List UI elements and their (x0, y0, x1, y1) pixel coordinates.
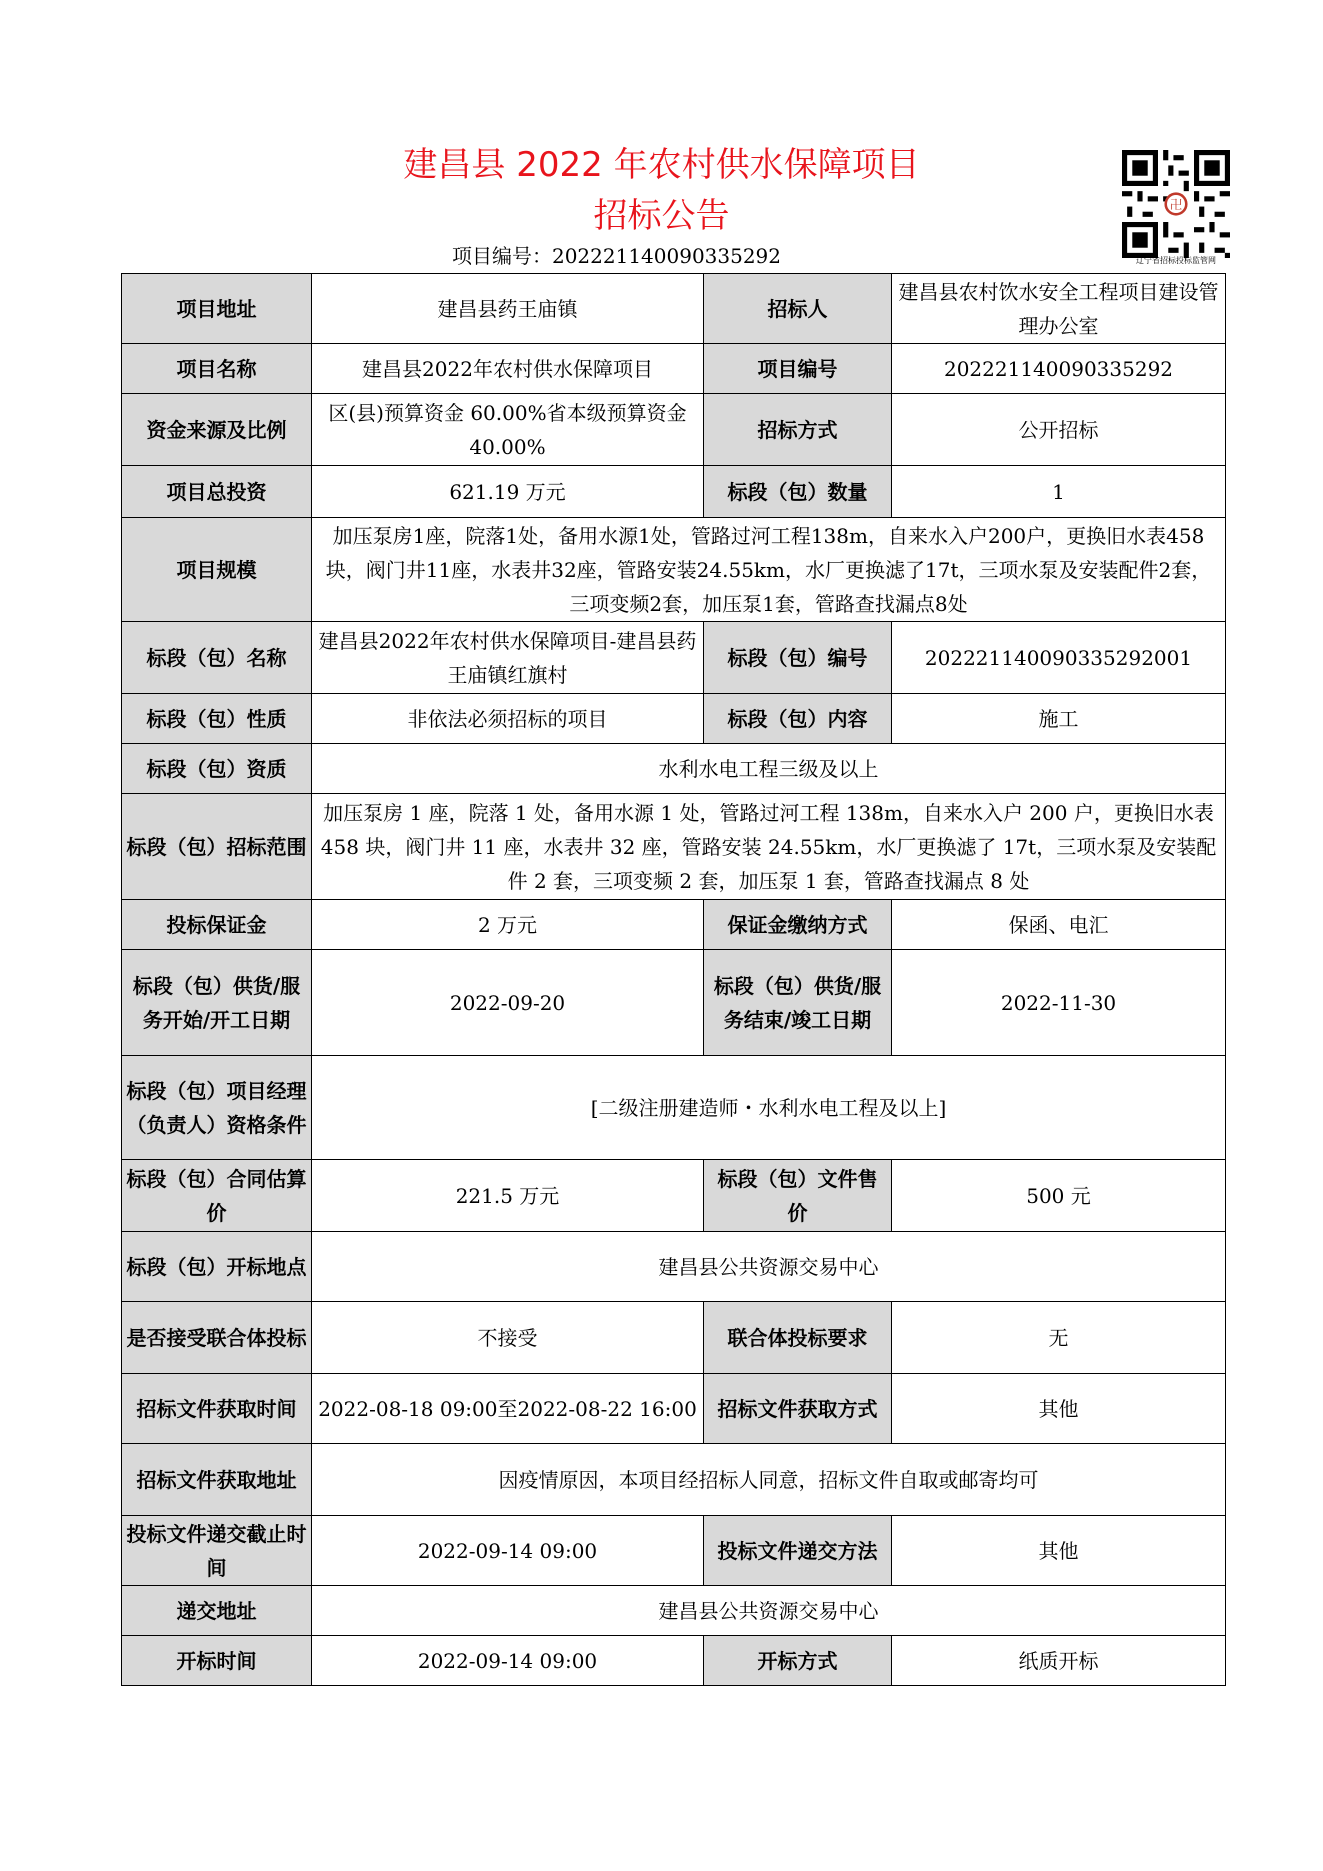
label-section-nature: 标段（包）性质 (122, 694, 312, 744)
value-section-content: 施工 (892, 694, 1226, 744)
label-tender-scope: 标段（包）招标范围 (122, 794, 312, 900)
label-bond-payment-method: 保证金缴纳方式 (704, 900, 892, 950)
table-row (122, 1302, 1226, 1374)
label-project-name: 项目名称 (122, 344, 312, 394)
project-number-line: 项目编号：202221140090335292 (451, 244, 782, 268)
label-section-content: 标段（包）内容 (704, 694, 892, 744)
label-document-obtain-address: 招标文件获取地址 (122, 1444, 312, 1516)
value-fund-source: 区(县)预算资金 60.00%省本级预算资金 40.00% (312, 394, 704, 466)
value-start-date: 2022-09-20 (312, 950, 704, 1056)
value-consortium-requirements: 无 (892, 1302, 1226, 1374)
value-document-obtain-time: 2022-08-18 09:00至2022-08-22 16:00 (312, 1374, 704, 1444)
label-section-number: 标段（包）编号 (704, 622, 892, 694)
value-submission-deadline: 2022-09-14 09:00 (312, 1516, 704, 1586)
value-section-number: 202221140090335292001 (892, 622, 1226, 694)
value-bid-opening-method: 纸质开标 (892, 1636, 1226, 1686)
value-total-investment: 621.19 万元 (312, 466, 704, 518)
label-document-price: 标段（包）文件售价 (704, 1160, 892, 1232)
value-section-name: 建昌县2022年农村供水保障项目-建昌县药王庙镇红旗村 (312, 622, 704, 694)
label-manager-qualification: 标段（包）项目经理（负责人）资格条件 (122, 1056, 312, 1160)
table-row (122, 744, 1226, 794)
label-tender-method: 招标方式 (704, 394, 892, 466)
label-project-address: 项目地址 (122, 274, 312, 344)
label-bid-opening-time: 开标时间 (122, 1636, 312, 1686)
value-submission-address: 建昌县公共资源交易中心 (312, 1586, 1226, 1636)
svg-text:卍: 卍 (1169, 198, 1183, 213)
tender-info-table (121, 273, 1226, 1686)
value-document-price: 500 元 (892, 1160, 1226, 1232)
label-contract-estimate: 标段（包）合同估算价 (122, 1160, 312, 1232)
label-bid-bond: 投标保证金 (122, 900, 312, 950)
label-section-name: 标段（包）名称 (122, 622, 312, 694)
table-row (122, 950, 1226, 1056)
value-bond-payment-method: 保函、电汇 (892, 900, 1226, 950)
label-document-obtain-method: 招标文件获取方式 (704, 1374, 892, 1444)
table-row (122, 1056, 1226, 1160)
value-bid-opening-time: 2022-09-14 09:00 (312, 1636, 704, 1686)
table-row (122, 1586, 1226, 1636)
value-consortium-accepted: 不接受 (312, 1302, 704, 1374)
table-row (122, 1516, 1226, 1586)
value-bid-opening-location: 建昌县公共资源交易中心 (312, 1232, 1226, 1302)
label-project-number: 项目编号 (704, 344, 892, 394)
label-submission-method: 投标文件递交方法 (704, 1516, 892, 1586)
label-section-count: 标段（包）数量 (704, 466, 892, 518)
qr-code-icon (1122, 150, 1230, 258)
table-row (122, 1374, 1226, 1444)
value-section-qualification: 水利水电工程三级及以上 (312, 744, 1226, 794)
qr-caption: 辽宁省招标投标监管网 (1136, 256, 1216, 265)
label-project-scale: 项目规模 (122, 518, 312, 622)
label-section-qualification: 标段（包）资质 (122, 744, 312, 794)
label-submission-deadline: 投标文件递交截止时间 (122, 1516, 312, 1586)
table-row (122, 1232, 1226, 1302)
table-row (122, 344, 1226, 394)
label-total-investment: 项目总投资 (122, 466, 312, 518)
table-row (122, 1636, 1226, 1686)
value-tender-method: 公开招标 (892, 394, 1226, 466)
table-row (122, 622, 1226, 694)
label-end-date: 标段（包）供货/服务结束/竣工日期 (704, 950, 892, 1056)
label-bid-opening-method: 开标方式 (704, 1636, 892, 1686)
table-row (122, 466, 1226, 518)
label-bid-opening-location: 标段（包）开标地点 (122, 1232, 312, 1302)
label-submission-address: 递交地址 (122, 1586, 312, 1636)
announcement-title: 建昌县 2022 年农村供水保障项目 (403, 145, 920, 185)
value-submission-method: 其他 (892, 1516, 1226, 1586)
value-contract-estimate: 221.5 万元 (312, 1160, 704, 1232)
value-project-name: 建昌县2022年农村供水保障项目 (312, 344, 704, 394)
value-document-obtain-address: 因疫情原因，本项目经招标人同意，招标文件自取或邮寄均可 (312, 1444, 1226, 1516)
value-tenderer: 建昌县农村饮水安全工程项目建设管理办公室 (892, 274, 1226, 344)
value-section-nature: 非依法必须招标的项目 (312, 694, 704, 744)
value-document-obtain-method: 其他 (892, 1374, 1226, 1444)
value-project-scale: 加压泵房1座，院落1处，备用水源1处，管路过河工程138m，自来水入户200户，更换旧水表458块，阀门井11座，水表井32座，管路安装24.55km，水厂更换滤了17t，三项水泵及安装配件2套，三项变频2套，加压泵1套，管路查找漏点8处 (312, 518, 1226, 622)
value-end-date: 2022-11-30 (892, 950, 1226, 1056)
value-project-address: 建昌县药王庙镇 (312, 274, 704, 344)
value-project-number: 202221140090335292 (892, 344, 1226, 394)
announcement-subtitle: 招标公告 (593, 196, 730, 236)
table-row (122, 694, 1226, 744)
label-tenderer: 招标人 (704, 274, 892, 344)
label-document-obtain-time: 招标文件获取时间 (122, 1374, 312, 1444)
label-start-date: 标段（包）供货/服务开始/开工日期 (122, 950, 312, 1056)
table-row (122, 900, 1226, 950)
value-tender-scope: 加压泵房 1 座，院落 1 处，备用水源 1 处，管路过河工程 138m，自来水入户 200 户，更换旧水表 458 块，阀门井 11 座，水表井 32 座，管路安装 24.55km，水厂更换滤了 17t，三项水泵及安装配件 2 套，三项变频 2 套，加压泵 1 套，管路查找漏点 8 处 (312, 794, 1226, 900)
value-bid-bond: 2 万元 (312, 900, 704, 950)
label-consortium-accepted: 是否接受联合体投标 (122, 1302, 312, 1374)
table-row (122, 274, 1226, 344)
value-section-count: 1 (892, 466, 1226, 518)
table-row (122, 1444, 1226, 1516)
table-row (122, 518, 1226, 622)
value-manager-qualification: [二级注册建造师・水利水电工程及以上] (312, 1056, 1226, 1160)
label-fund-source: 资金来源及比例 (122, 394, 312, 466)
table-row (122, 794, 1226, 900)
label-consortium-requirements: 联合体投标要求 (704, 1302, 892, 1374)
table-row (122, 1160, 1226, 1232)
table-row (122, 394, 1226, 466)
